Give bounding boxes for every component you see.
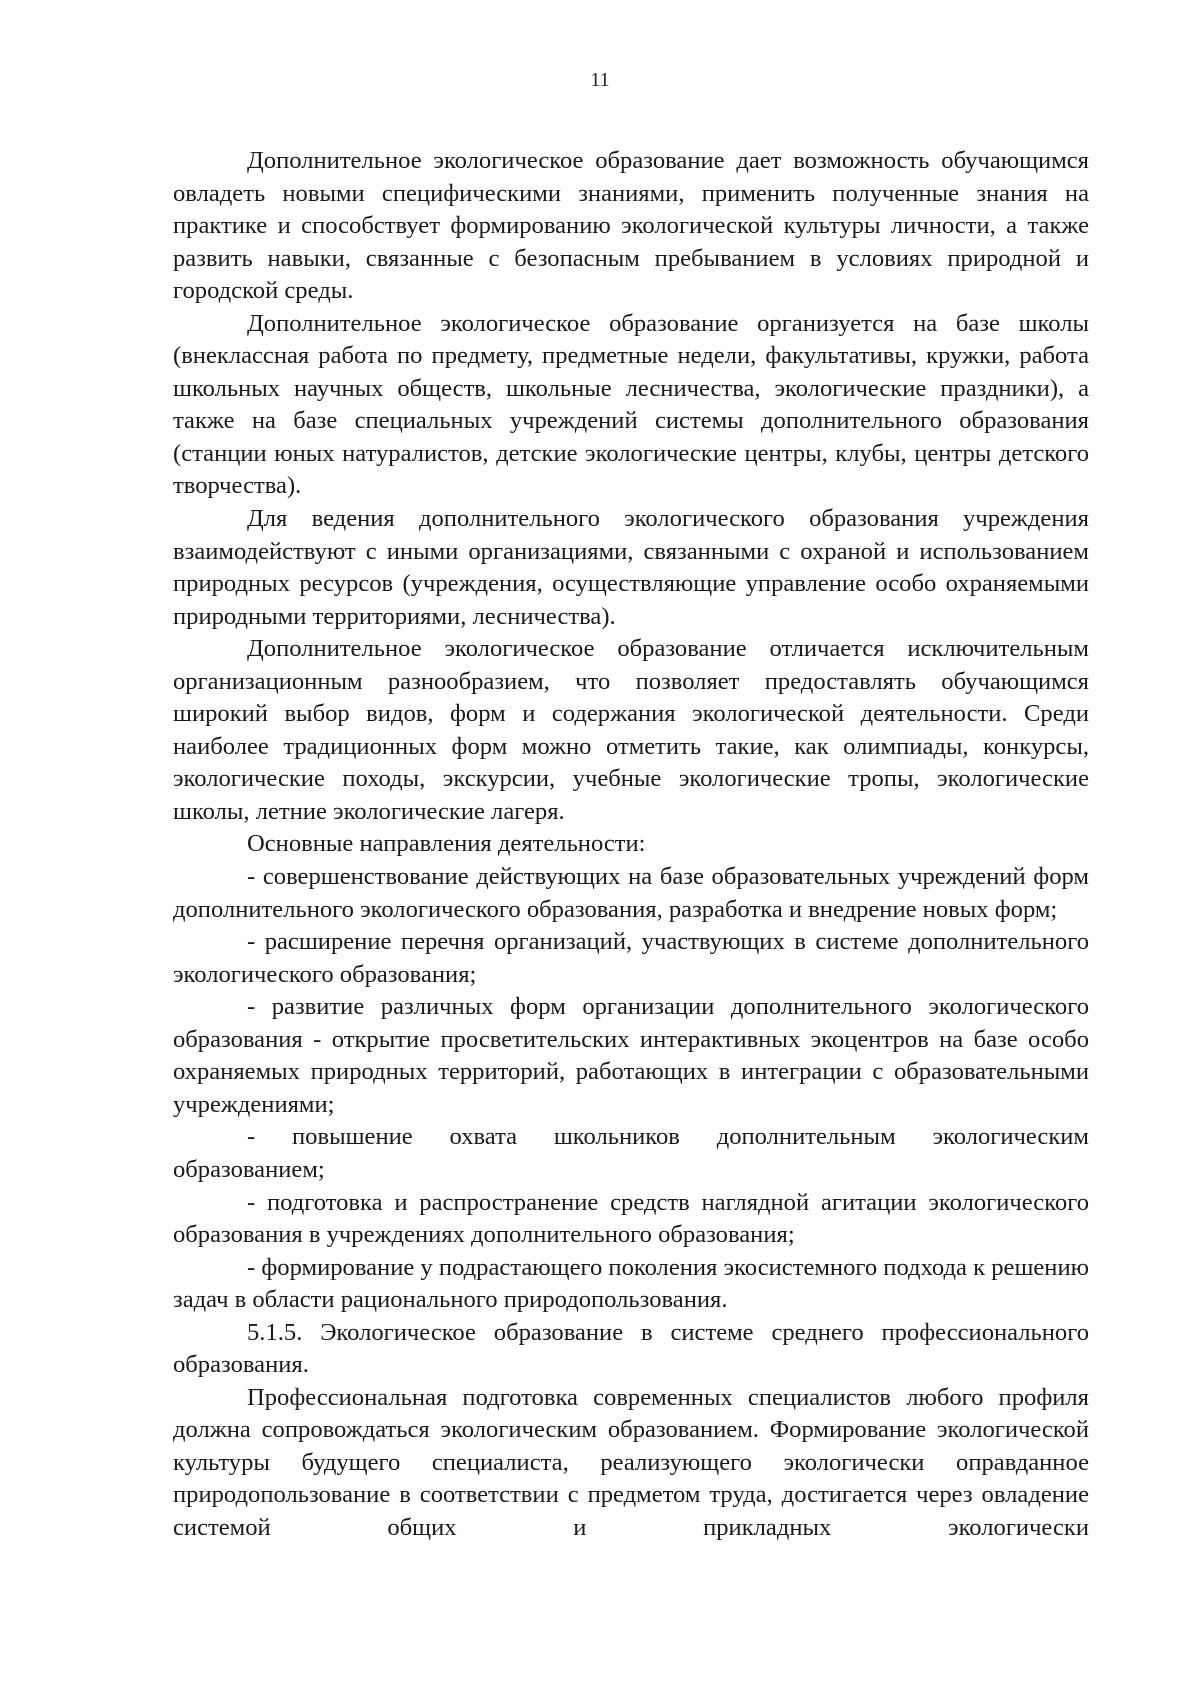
document-body (173, 145, 1089, 1545)
list-item: - повышение охвата школьников дополнительным экологическим образованием; (173, 1123, 1089, 1183)
list-item: - подготовка и распространение средств наглядной агитации экологического образования в учреждениях дополнительного образования; (173, 1188, 1089, 1249)
paragraph: Дополнительное экологическое образование организуется на базе школы (внеклассная работа по предмету, предметные недели, факультативы, кружки, работа школьных научных обществ, школьные лесничества, экологические праздники), а также на базе специальных учреждений системы дополнительного образования (станции юных натуралистов, детские экологические центры, клубы, центры детского творчества). (173, 309, 1089, 500)
page-number: 11 (590, 69, 610, 91)
paragraph: Для ведения дополнительного экологического образования учреждения взаимодействуют с иными организациями, связанными с охраной и использованием природных ресурсов (учреждения, осуществляющие управление особо охраняемыми природными территориями, лесничества). (173, 505, 1089, 630)
list-item: - развитие различных форм организации дополнительного экологического образования - открытие просветительских интерактивных экоцентров на базе особо охраняемых природных территорий, работающих в интеграции с образовательными учреждениями; (173, 993, 1089, 1118)
paragraph: Профессиональная подготовка современных специалистов любого профиля должна сопровождаться экологическим образованием. Формирование экологической культуры будущего специалиста, реализующего экологически оправданное природопользование в соответствии с предметом труда, достигается через овладение системой общих и прикладных экологически (173, 1383, 1089, 1541)
paragraph: Дополнительное экологическое образование отличается исключительным организационным разнообразием, что позволяет предоставлять обучающимся широкий выбор видов, форм и содержания экологической деятельности. Среди наиболее традиционных форм можно отметить такие, как олимпиады, конкурсы, экологические походы, экскурсии, учебные экологические тропы, экологические школы, летние экологические лагеря. (173, 635, 1089, 825)
paragraph: Основные направления деятельности: (247, 830, 646, 858)
list-item: - расширение перечня организаций, участвующих в системе дополнительного экологического образования; (173, 928, 1089, 988)
list-item: - формирование у подрастающего поколения экосистемного подхода к решению задач в области рационального природопользования. (173, 1253, 1089, 1314)
paragraph: Дополнительное экологическое образование дает возможность обучающимся овладеть новыми специфическими знаниями, применить полученные знания на практике и способствует формированию экологической культуры личности, а также развить навыки, связанные с безопасным пребыванием в условиях природной и городской среды. (173, 147, 1089, 305)
section-heading: 5.1.5. Экологическое образование в системе среднего профессионального образования. (173, 1318, 1089, 1379)
list-item: - совершенствование действующих на базе образовательных учреждений форм дополнительного экологического образования, разработка и внедрение новых форм; (173, 863, 1089, 923)
